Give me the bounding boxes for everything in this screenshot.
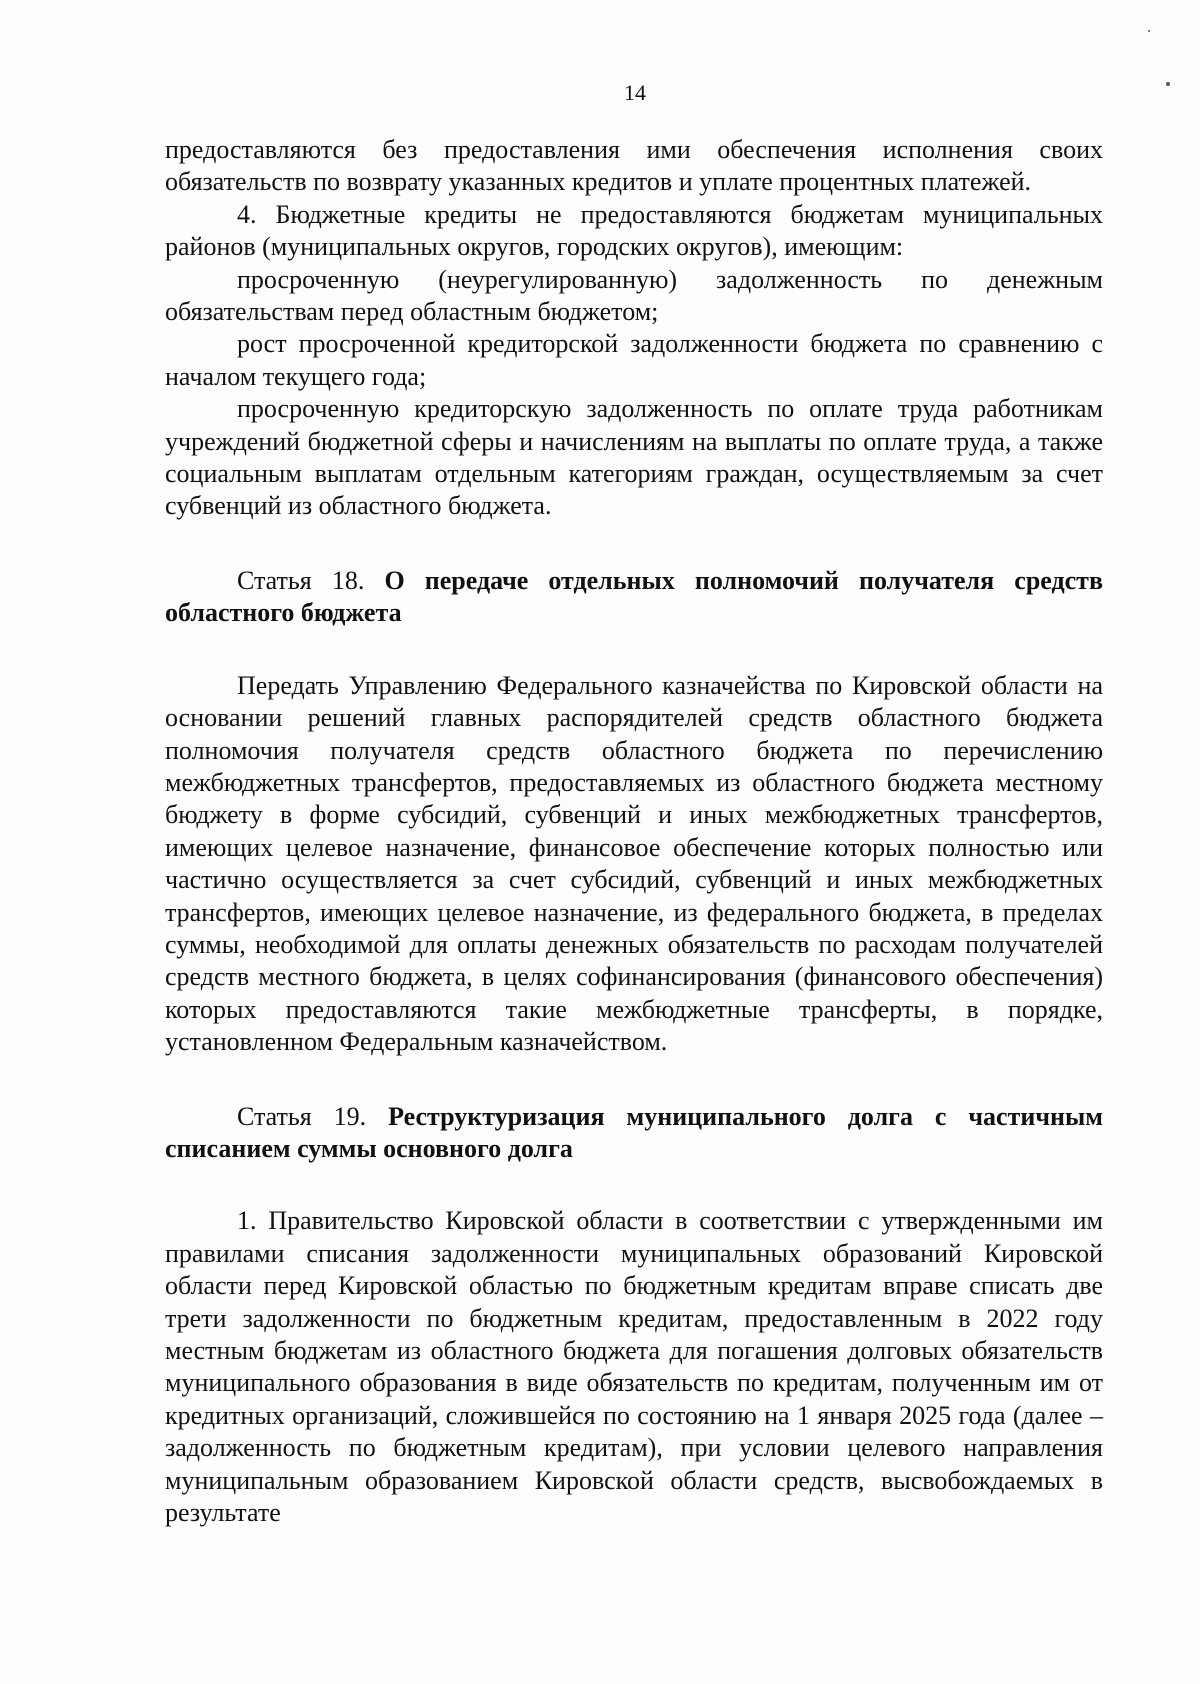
paragraph-article-19-item-1: 1. Правительство Кировской области в соответствии с утвержденными им правилами списания задолженности муниципальных образований Кировской области перед Кировской областью по бюджетным кредитам вправе списать две трети задолженности по бюджетным кредитам, предоставленным в 2022 году местным бюджетам из областного бюджета для погашения долговых обязательств муниципального образования в виде обязательств по кредитам, полученным им от кредитных организаций, сложившейся по состоянию на 1 января 2025 года (далее – задолженность по бюджетным кредитам), при условии целевого направления муниципальным образованием Кировской области средств, высвобождаемых в результате xyxy=(165,1206,1103,1528)
article-18-label: Статья 18. xyxy=(237,565,365,595)
article-19-title: Реструктуризация муниципального долга с частичным списанием суммы основного долга xyxy=(165,1101,1103,1163)
scan-speck xyxy=(1166,82,1170,86)
article-18-title: О передаче отдельных полномочий получателя средств областного бюджета xyxy=(165,565,1103,628)
article-19-label: Статья 19. xyxy=(237,1101,367,1131)
spacer xyxy=(165,523,1103,565)
spacer xyxy=(165,1165,1103,1205)
page-number: 14 xyxy=(624,80,646,105)
spacer xyxy=(165,1059,1103,1101)
paragraph-continuation: предоставляются без предоставления ими обеспечения исполнения своих обязательств по возврату указанных кредитов и уплате процентных платежей. xyxy=(165,135,1103,197)
paragraph-item-4: 4. Бюджетные кредиты не предоставляются бюджетам муниципальных районов (муниципальных округов, городских округов), имеющим: xyxy=(165,199,1103,262)
paragraph-article-18-body: Передать Управлению Федерального казначейства по Кировской области на основании решений главных распорядителей средств областного бюджета полномочия получателя средств областного бюджета по перечислению межбюджетных трансфертов, предоставляемых из областного бюджета местному бюджету в форме субсидий, субвенций и иных межбюджетных трансфертов, имеющих целевое назначение, финансовое обеспечение которых полностью или частично осуществляется за счет субсидий, субвенций и иных межбюджетных трансфертов, имеющих целевое назначение, из федерального бюджета, в пределах суммы, необходимой для оплаты денежных обязательств по расходам получателей средств местного бюджета, в целях софинансирования (финансового обеспечения) которых предоставляются такие межбюджетные трансферты, в порядке, установленном Федеральным казначейством. xyxy=(165,670,1103,1057)
scan-speck xyxy=(1148,30,1150,32)
document-body xyxy=(165,134,1103,1529)
paragraph-wage-arrears: просроченную кредиторскую задолженность по оплате труда работникам учреждений бюджетной сферы и начислениям на выплаты по оплате труда, а также социальным выплатам отдельным категориям граждан, осуществляемым за счет субвенций из областного бюджета. xyxy=(165,394,1103,521)
spacer xyxy=(165,630,1103,670)
paragraph-overdue-debt: просроченную (неурегулированную) задолженность по денежным обязательствам перед областным бюджетом; xyxy=(165,264,1103,327)
paragraph-creditor-growth: рост просроченной кредиторской задолженности бюджета по сравнению с началом текущего года; xyxy=(165,329,1103,391)
article-18-heading xyxy=(165,565,1103,630)
article-19-heading xyxy=(165,1101,1103,1166)
